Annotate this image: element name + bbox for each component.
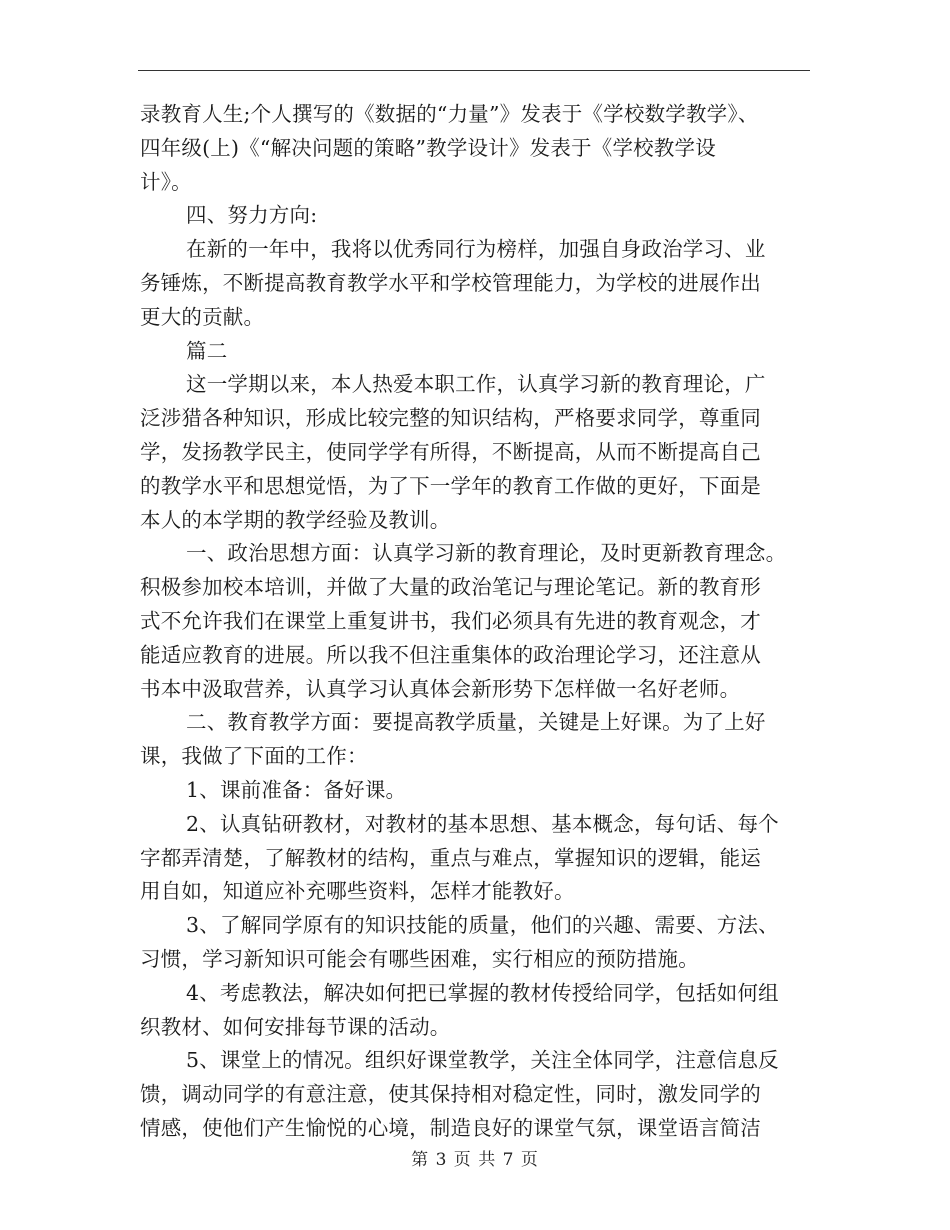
text-line-2: 四年级(上)《“解决问题的策略”教学设计》发表于《学校教学设 <box>140 135 716 160</box>
text-line-13: 本人的本学期的教学经验及教训。 <box>140 507 451 532</box>
text-line-11: 学，发扬教学民主，使同学学有所得，不断提高，从而不断提高自己 <box>140 439 761 464</box>
text-line-31: 情感，使他们产生愉悦的心境，制造良好的课堂气氛，课堂语言简洁 <box>140 1115 761 1140</box>
text-line-6: 务锤炼，不断提高教育教学水平和学校管理能力，为学校的进展作出 <box>140 270 761 295</box>
text-line-17: 能适应教育的进展。所以我不但注重集体的政治理论学习，还注意从 <box>140 642 761 667</box>
text-line-5: 在新的一年中，我将以优秀同行为榜样，加强自身政治学习、业 <box>186 237 766 262</box>
list-item-2: 2、认真钻研教材，对教材的基本思想、基本概念，每句话、每个 <box>186 811 779 836</box>
text-line-26: 习惯，学习新知识可能会有哪些困难，实行相应的预防措施。 <box>140 946 699 971</box>
text-line-9: 这一学期以来，本人热爱本职工作，认真学习新的教育理论，广 <box>186 372 766 397</box>
text-line-19: 二、教育教学方面：要提高教学质量，关键是上好课。为了上好 <box>186 710 766 735</box>
text-line-28: 织教材、如何安排每节课的活动。 <box>140 1014 451 1039</box>
list-item-4: 4、考虑教法，解决如何把已掌握的教材传授给同学，包括如何组 <box>186 980 779 1005</box>
list-item-5: 5、课堂上的情况。组织好课堂教学，关注全体同学，注意信息反 <box>186 1048 779 1073</box>
part-heading: 篇二 <box>186 338 228 363</box>
text-line-15: 积极参加校本培训，并做了大量的政治笔记与理论笔记。新的教育形 <box>140 575 761 600</box>
section-heading-direction: 四、努力方向: <box>186 203 318 228</box>
text-line-23: 字都弄清楚，了解教材的结构，重点与难点，掌握知识的逻辑，能运 <box>140 845 761 870</box>
list-item-1: 1、课前准备：备好课。 <box>186 777 407 802</box>
header-rule <box>138 70 810 71</box>
text-line-20: 课，我做了下面的工作： <box>140 744 368 769</box>
list-item-3: 3、了解同学原有的知识技能的质量，他们的兴趣、需要、方法、 <box>186 913 779 938</box>
text-line-16: 式不允许我们在课堂上重复讲书，我们必须具有先进的教育观念，才 <box>140 608 761 633</box>
text-line-30: 馈，调动同学的有意注意，使其保持相对稳定性，同时，激发同学的 <box>140 1082 761 1107</box>
document-body <box>140 98 810 1146</box>
text-line-1: 录教育人生;个人撰写的《数据的“力量”》发表于《学校数学教学》、 <box>140 102 759 126</box>
text-line-10: 泛涉猎各种知识，形成比较完整的知识结构，严格要求同学，尊重同 <box>140 406 761 431</box>
page-number: 第 3 页 共 7 页 <box>411 1150 539 1170</box>
text-line-3: 计》。 <box>140 169 192 194</box>
text-line-24: 用自如，知道应补充哪些资料，怎样才能教好。 <box>140 879 575 904</box>
text-line-18: 书本中汲取营养，认真学习认真体会新形势下怎样做一名好老师。 <box>140 676 741 701</box>
text-line-14: 一、政治思想方面：认真学习新的教育理论，及时更新教育理念。 <box>186 541 787 566</box>
text-line-12: 的教学水平和思想觉悟，为了下一学年的教育工作做的更好，下面是 <box>140 473 761 498</box>
text-line-7: 更大的贡献。 <box>140 304 265 329</box>
